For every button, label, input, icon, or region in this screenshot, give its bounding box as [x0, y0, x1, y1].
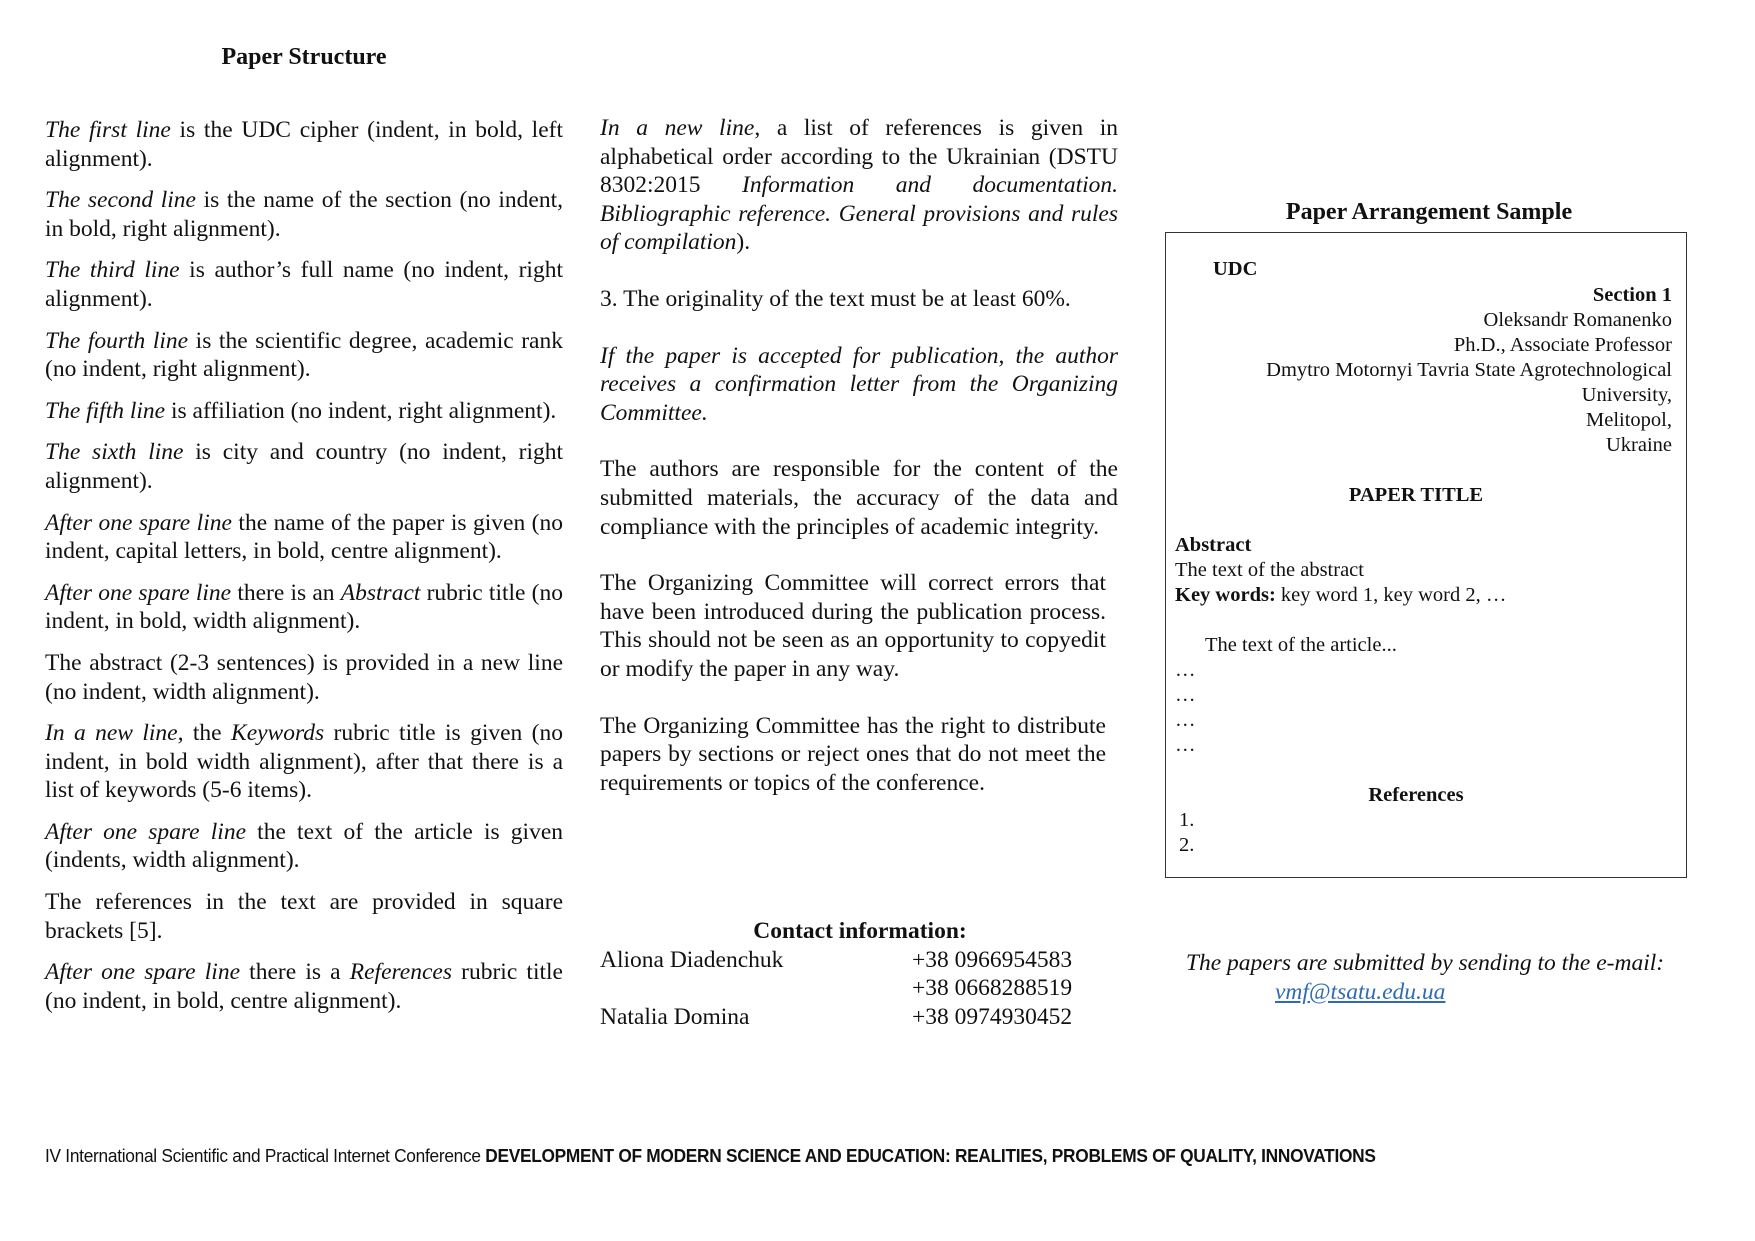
- item-lead: The fourth line: [45, 327, 189, 354]
- contact-row: [600, 1003, 1120, 1032]
- structure-item: [45, 888, 563, 945]
- sample-author: Oleksandr Romanenko: [1483, 309, 1672, 331]
- item-lead: After one spare line: [45, 579, 232, 606]
- item-text: is author’s full name (no indent, right alignment).: [45, 257, 563, 312]
- sample-ellipsis: …: [1175, 709, 1196, 731]
- item-lead: In a new line,: [45, 720, 184, 747]
- sample-city: Melitopol,: [1586, 409, 1672, 431]
- sample-ellipsis: …: [1175, 684, 1196, 706]
- structure-item: [45, 818, 563, 875]
- corrections-note: The Organizing Committee will correct errors that have been introduced during the publication process. This should not be seen as an opportunity to copyedit or modify the paper in any way.: [600, 570, 1106, 682]
- requirements-column: [600, 114, 1118, 825]
- para-text: , a list of references is given in alphabetical order according to the Ukrainian (DSTU 8302:2015: [600, 115, 1118, 199]
- item-emphasis: References: [349, 959, 452, 986]
- item-text: there is a: [240, 959, 350, 986]
- contact-row: [600, 974, 1120, 1003]
- structure-item: [45, 958, 563, 1015]
- item-lead: The first line: [45, 117, 171, 143]
- item-lead: The fifth line: [45, 397, 166, 424]
- item-text: the text of the article is given (indents, width alignment).: [45, 818, 563, 874]
- item-lead: After one spare line: [45, 509, 232, 536]
- structure-item: [45, 327, 563, 384]
- keywords-text: key word 1, key word 2, …: [1275, 584, 1507, 606]
- email-link[interactable]: vmf@tsatu.edu.ua: [1275, 978, 1446, 1005]
- sample-affiliation-line2: University,: [1581, 384, 1672, 406]
- originality-requirement: 3. The originality of the text must be at least 60%.: [600, 285, 1071, 312]
- standard-title: Information and documentation. Bibliographic reference. General provisions and rules of compilation: [600, 172, 1119, 256]
- item-text: the: [183, 720, 232, 747]
- sample-references-label: References: [1368, 784, 1464, 806]
- acceptance-note: If the paper is accepted for publication, the author receives a confirmation letter from the Organizing Committee.: [600, 342, 1118, 426]
- sample-abstract-text: The text of the abstract: [1175, 559, 1364, 581]
- sample-udc: UDC: [1213, 258, 1258, 280]
- submission-info: [1150, 949, 1700, 1006]
- sample-ellipsis: …: [1175, 659, 1196, 681]
- rights-note: The Organizing Committee has the right to distribute papers by sections or reject ones that do not meet the requirements or topics of the conference.: [600, 712, 1106, 796]
- conference-footer: [45, 1145, 1376, 1167]
- sample-reference-item: 1.: [1179, 809, 1195, 831]
- sample-abstract-label: Abstract: [1175, 534, 1252, 556]
- structure-item: [45, 256, 563, 313]
- sample-title: Paper Arrangement Sample: [1285, 199, 1573, 225]
- item-emphasis: Abstract: [340, 579, 421, 606]
- sample-paper-title: PAPER TITLE: [1348, 484, 1484, 506]
- structure-item: [45, 116, 563, 173]
- footer-conference-name: DEVELOPMENT OF MODERN SCIENCE AND EDUCATION: REALITIES, PROBLEMS OF QUALITY, INNOVATIONS: [485, 1145, 1376, 1166]
- paper-structure-title: Paper Structure: [221, 44, 387, 70]
- structure-item: [45, 186, 563, 243]
- responsibility-note: The authors are responsible for the content of the submitted materials, the accuracy of the data and compliance with the principles of academic integrity.: [600, 456, 1118, 540]
- contact-title: Contact information:: [753, 918, 967, 944]
- item-text: is city and country (no indent, right alignment).: [45, 439, 563, 494]
- para-end: ).: [736, 229, 751, 256]
- sample-keywords: [1175, 583, 1672, 608]
- item-text: rubric title (no indent, in bold, centre alignment).: [45, 959, 563, 1014]
- item-text: the name of the paper is given (no indent, capital letters, in bold, centre alignment).: [45, 509, 564, 565]
- item-lead: The third line: [45, 257, 180, 284]
- structure-item: [45, 438, 563, 495]
- sample-section: Section 1: [1592, 284, 1672, 306]
- item-text: The abstract (2-3 sentences) is provided in a new line (no indent, width alignment).: [45, 649, 563, 705]
- structure-item: [45, 719, 563, 805]
- contact-name: Natalia Domina: [600, 1003, 750, 1030]
- contact-phone: +38 0966954583: [912, 946, 1073, 973]
- item-text: is the scientific degree, academic rank (no indent, right alignment).: [45, 327, 563, 383]
- structure-item: [45, 397, 563, 426]
- paper-arrangement-sample-box: [1165, 232, 1687, 878]
- item-lead: After one spare line: [45, 818, 247, 845]
- references-paragraph: [600, 114, 1118, 257]
- sample-article-text: The text of the article...: [1205, 634, 1397, 656]
- item-lead: The sixth line: [45, 439, 184, 466]
- sample-country: Ukraine: [1605, 434, 1672, 456]
- item-text: is the UDC cipher (indent, in bold, left alignment).: [45, 117, 563, 172]
- item-text: is the name of the section (no indent, in bold, right alignment).: [45, 187, 563, 242]
- item-text: there is an: [231, 579, 341, 606]
- contact-row: [600, 946, 1120, 975]
- structure-item: [45, 509, 563, 566]
- sample-reference-item: 2.: [1179, 834, 1195, 856]
- contact-information: [600, 917, 1120, 1031]
- para-lead: In a new line: [600, 115, 755, 141]
- paper-structure-list: [45, 116, 563, 1028]
- keywords-label: Key words:: [1175, 584, 1276, 606]
- submission-text: The papers are submitted by sending to the e-mail:: [1185, 950, 1665, 976]
- item-text: rubric title is given (no indent, in bold width alignment), after that there is a list of keywords (5-6 items).: [45, 720, 564, 804]
- contact-name: [600, 974, 912, 1003]
- structure-item: [45, 649, 563, 706]
- item-text: rubric title (no indent, in bold, width alignment).: [45, 579, 563, 635]
- sample-ellipsis: …: [1175, 734, 1196, 756]
- contact-phone: +38 0974930452: [912, 1003, 1073, 1030]
- item-emphasis: Keywords: [231, 720, 325, 747]
- sample-affiliation-line1: Dmytro Motornyi Tavria State Agrotechnological: [1266, 359, 1672, 381]
- item-lead: The second line: [45, 187, 196, 214]
- item-text: is affiliation (no indent, right alignment).: [165, 397, 557, 424]
- item-lead: After one spare line: [45, 959, 241, 986]
- item-text: The references in the text are provided in square brackets [5].: [45, 889, 563, 944]
- footer-prefix: IV International Scientific and Practical Internet Conference: [45, 1145, 486, 1166]
- sample-degree: Ph.D., Associate Professor: [1453, 334, 1672, 356]
- contact-phone: +38 0668288519: [912, 975, 1073, 1002]
- contact-name: Aliona Diadenchuk: [600, 946, 784, 973]
- structure-item: [45, 579, 563, 636]
